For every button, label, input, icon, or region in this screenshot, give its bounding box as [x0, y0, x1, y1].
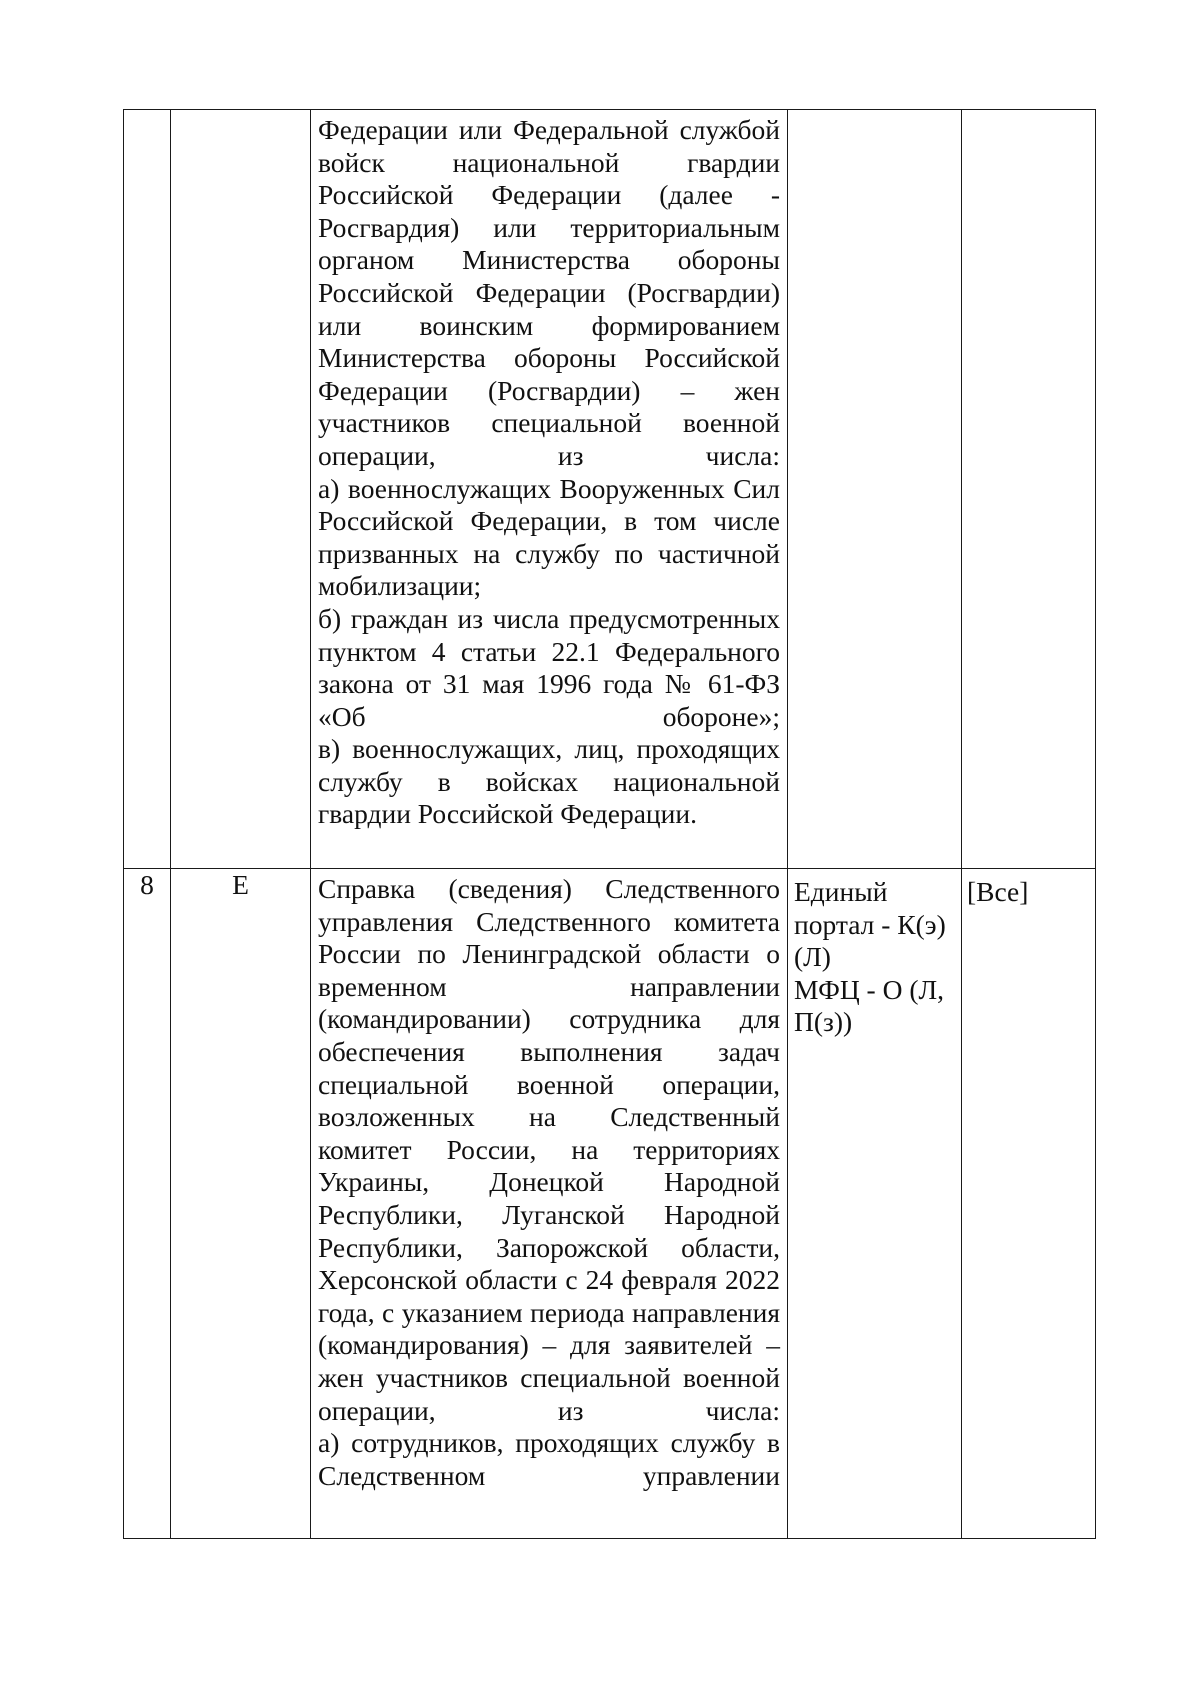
document-description-cell [311, 110, 788, 869]
description-paragraph: а) сотрудников, проходящих службу в Следственном управлении [318, 1427, 780, 1491]
applicants-value: [Все] [967, 876, 1029, 907]
submission-channels-cell [788, 110, 962, 869]
submission-channels-cell [788, 869, 962, 1539]
table-row [124, 110, 1096, 869]
services-table [123, 109, 1096, 1539]
description-paragraph: в) военнослужащих, лиц, проходящих службу в войсках национальной гвардии Российской Федерации. [318, 733, 780, 830]
row-code-cell [171, 110, 311, 869]
description-paragraph: Справка (сведения) Следственного управления Следственного комитета России по Ленинградской области о временном направлении (командировании) сотрудника для обеспечения выполнения задач специальной военной операции, возложенных на Следственный комитет России, на территориях Украины, Донецкой Народной Республики, Луганской Народной Республики, Запорожской области, Херсонской области с 24 февраля 2022 года, с указанием периода направления (командирования) – для заявителей – жен участников специальной военной операции, из числа: [318, 873, 780, 1426]
channel-entry: Единый портал - К(э) (Л) [794, 876, 946, 973]
document-description-cell [311, 869, 788, 1539]
description-paragraph: а) военнослужащих Вооруженных Сил Российской Федерации, в том числе призванных на службу по частичной мобилизации; [318, 472, 780, 602]
description-paragraph: б) граждан из числа предусмотренных пунктом 4 статьи 22.1 Федерального закона от 31 мая 1996 года № 61-ФЗ «Об обороне»; [318, 602, 780, 732]
channel-entry: МФЦ - О (Л, П(з)) [794, 973, 945, 1038]
table-row [124, 869, 1096, 1539]
description-paragraph: Федерации или Федеральной службой войск национальной гвардии Российской Федерации (далее - Росгвардия) или территориальным органом Министерства обороны Российской Федерации (Росгвардии) или воинским формированием Министерства обороны Российской Федерации (Росгвардии) – жен участников специальной военной операции, из числа: [318, 114, 780, 471]
row-number-cell: 8 [124, 869, 171, 1539]
row-code-cell: Е [171, 869, 311, 1539]
row-number-cell [124, 110, 171, 869]
applicants-cell [962, 110, 1096, 869]
applicants-cell [962, 869, 1096, 1539]
